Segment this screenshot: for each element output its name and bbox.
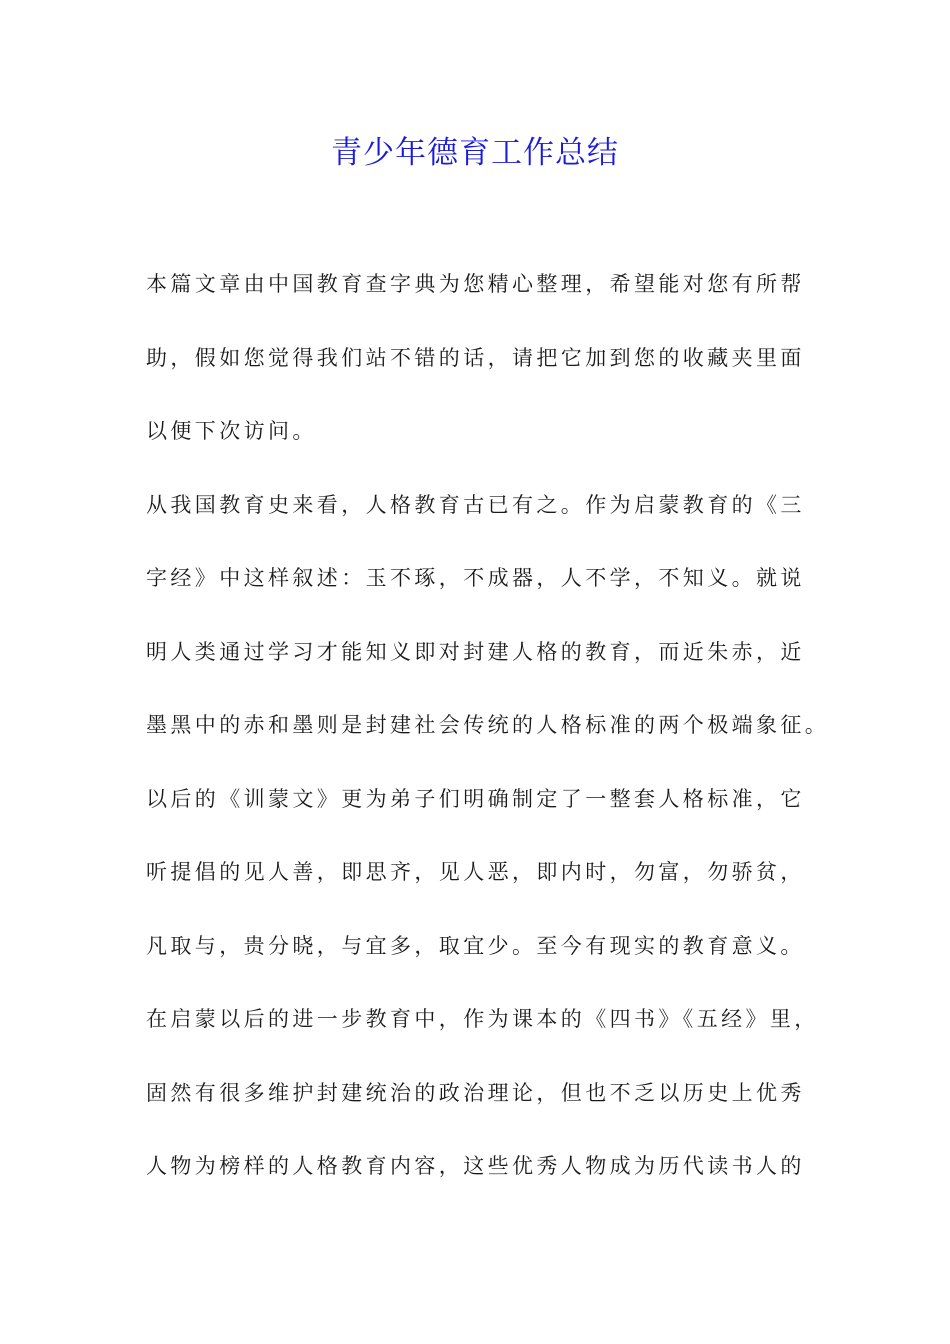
text-line: 明人类通过学习才能知义即对封建人格的教育，而近朱赤，近 — [146, 639, 805, 664]
text-line: 从我国教育史来看，人格教育古已有之。作为启蒙教育的《三 — [146, 492, 805, 517]
text-line: 墨黑中的赤和墨则是封建社会传统的人格标准的两个极端象征。 — [146, 713, 830, 737]
text-line: 助，假如您觉得我们站不错的话，请把它加到您的收藏夹里面 — [146, 345, 805, 370]
document-body — [146, 262, 830, 1218]
text-line: 固然有很多维护封建统治的政治理论，但也不乏以历史上优秀 — [146, 1080, 805, 1105]
document-title: 青少年德育工作总结 — [331, 135, 619, 171]
text-line: 人物为榜样的人格教育内容，这些优秀人物成为历代读书人的 — [146, 1154, 805, 1178]
text-line: 以后的《训蒙文》更为弟子们明确制定了一整套人格标准，它 — [146, 786, 805, 811]
text-line: 本篇文章由中国教育查字典为您精心整理，希望能对您有所帮 — [146, 272, 805, 296]
text-line: 在启蒙以后的进一步教育中，作为课本的《四书》《五经》里， — [146, 1007, 819, 1031]
text-line: 字经》中这样叙述：玉不琢，不成器，人不学，不知义。就说 — [146, 566, 805, 590]
text-line: 听提倡的见人善，即思齐，见人恶，即内时，勿富，勿骄贫， — [146, 860, 805, 884]
text-line: 以便下次访问。 — [146, 419, 317, 443]
text-line: 凡取与，贵分晓，与宜多，取宜少。至今有现实的教育意义。 — [146, 933, 805, 958]
